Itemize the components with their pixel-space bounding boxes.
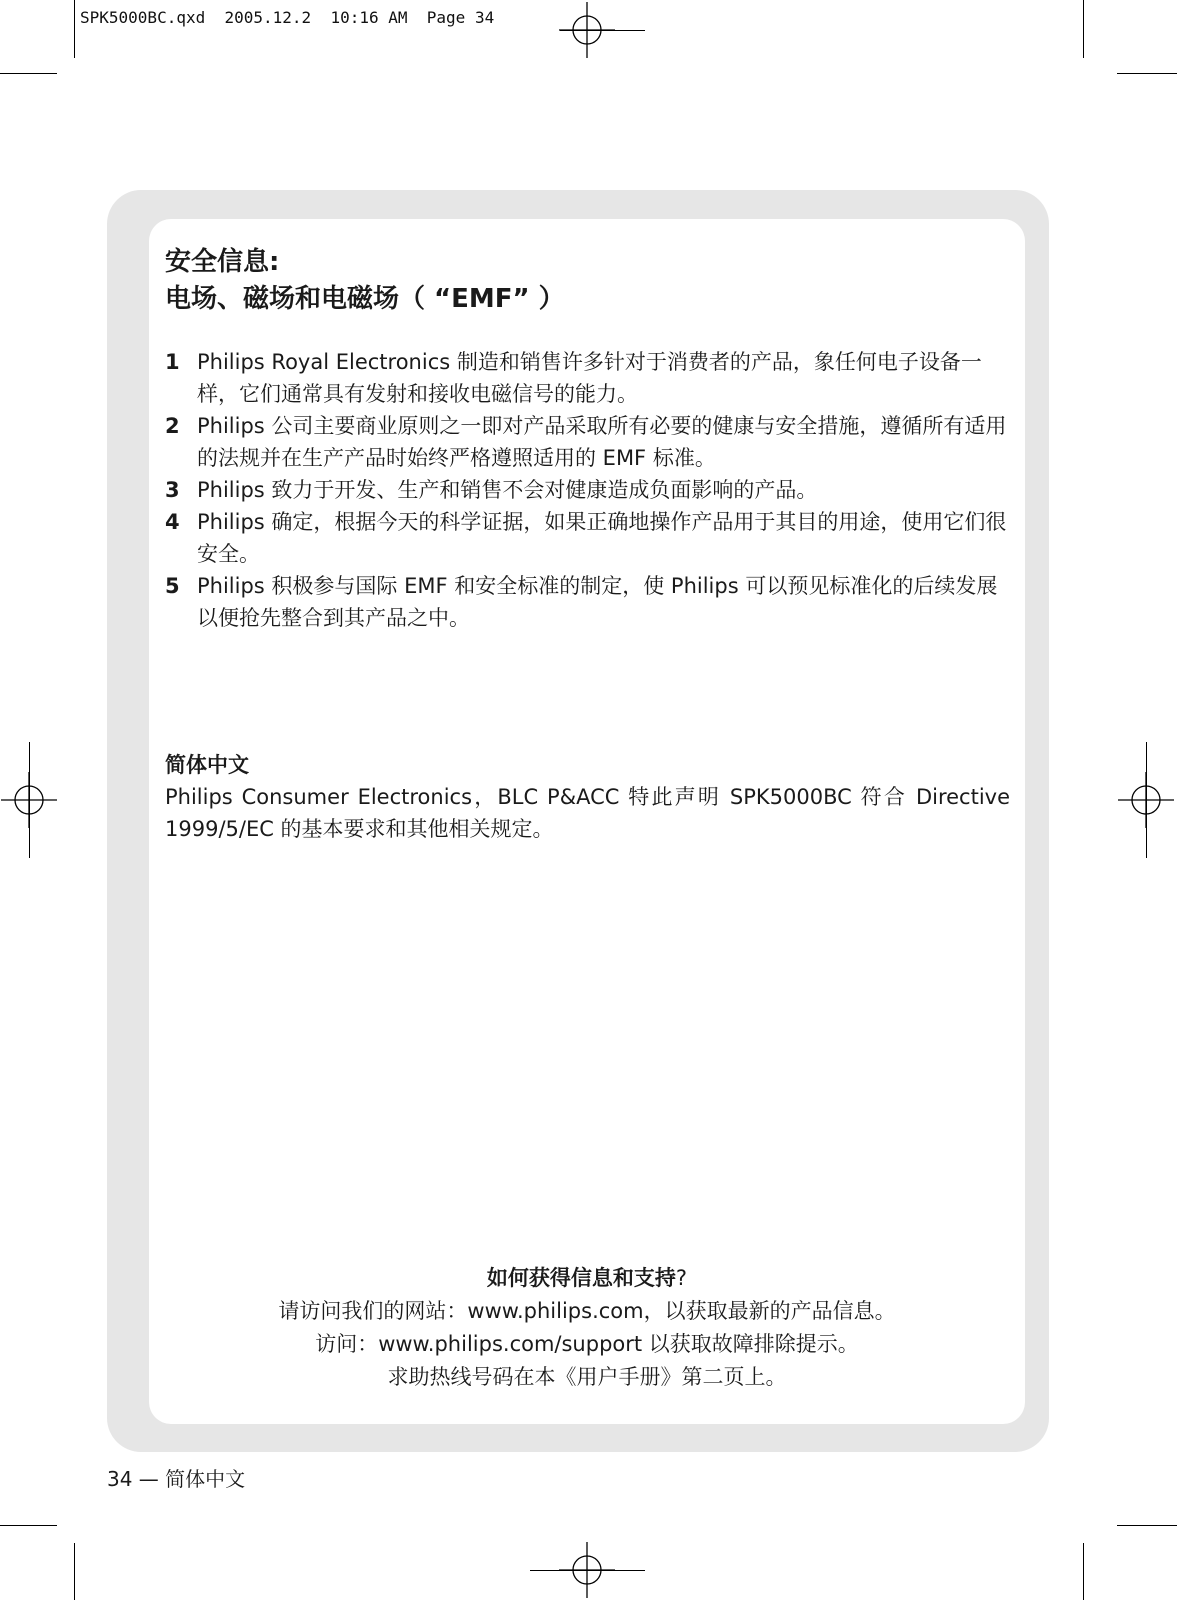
list-item-number: 3 <box>165 478 180 502</box>
list-item-text: Philips 确定，根据今天的科学证据，如果正确地操作产品用于其目的用途，使用它们很安全。 <box>197 510 1007 566</box>
support-question-mark: ? <box>675 1266 688 1290</box>
registration-mark-icon <box>559 2 615 58</box>
list-item-text: Philips 积极参与国际 EMF 和安全标准的制定，使 Philips 可以预见标准化的后续发展以便抢先整合到其产品之中。 <box>197 574 998 630</box>
safety-list <box>165 346 1010 634</box>
support-question: 如何获得信息和支持 <box>486 1266 676 1290</box>
crop-mark <box>74 0 75 58</box>
declaration-heading: 简体中文 <box>165 753 249 777</box>
declaration-section <box>165 749 1010 845</box>
list-item-text: Philips 公司主要商业原则之一即对产品采取所有必要的健康与安全措施，遵循所有适用的法规并在生产产品时始终严格遵照适用的 EMF 标准。 <box>197 414 1007 470</box>
support-section <box>149 1262 1025 1394</box>
list-item <box>165 506 1010 570</box>
list-item-number: 1 <box>165 350 180 374</box>
page-title <box>165 244 1010 318</box>
list-item <box>165 570 1010 634</box>
crop-mark <box>1117 1525 1177 1526</box>
crop-mark <box>0 73 57 74</box>
page-footer: 34 — 简体中文 <box>107 1467 246 1491</box>
crop-mark <box>1117 73 1177 74</box>
safety-section <box>165 244 1010 634</box>
list-item-text: Philips Royal Electronics 制造和销售许多针对于消费者的产品，象任何电子设备一样，它们通常具有发射和接收电磁信号的能力。 <box>197 350 982 406</box>
title-line-2: 电场、磁场和电磁场（ “EMF” ） <box>165 284 565 314</box>
list-item <box>165 346 1010 410</box>
support-heading <box>149 1262 1025 1295</box>
list-item-text: Philips 致力于开发、生产和销售不会对健康造成负面影响的产品。 <box>197 478 818 502</box>
list-item-number: 4 <box>165 510 180 534</box>
registration-mark-icon <box>1 772 57 828</box>
crop-mark <box>1083 1543 1084 1600</box>
crop-mark <box>1083 0 1084 58</box>
crop-mark <box>0 1525 57 1526</box>
support-line-hotline: 求助热线号码在本《用户手册》第二页上。 <box>387 1365 787 1389</box>
registration-mark-icon <box>559 1542 615 1598</box>
crop-mark <box>74 1543 75 1600</box>
list-item-number: 5 <box>165 574 180 598</box>
support-line-support: 访问：www.philips.com/support 以获取故障排除提示。 <box>315 1332 859 1356</box>
title-line-1: 安全信息: <box>165 247 280 277</box>
support-line-website: 请访问我们的网站：www.philips.com，以获取最新的产品信息。 <box>278 1299 896 1323</box>
list-item-number: 2 <box>165 414 180 438</box>
declaration-text: Philips Consumer Electronics，BLC P&ACC 特此声明 SPK5000BC 符合 Directive 1999/5/EC 的基本要求和其他相关规定。 <box>165 785 1010 841</box>
list-item <box>165 410 1010 474</box>
registration-mark-icon <box>1118 772 1174 828</box>
printer-slug: SPK5000BC.qxd 2005.12.2 10:16 AM Page 34 <box>80 8 495 27</box>
list-item <box>165 474 1010 506</box>
